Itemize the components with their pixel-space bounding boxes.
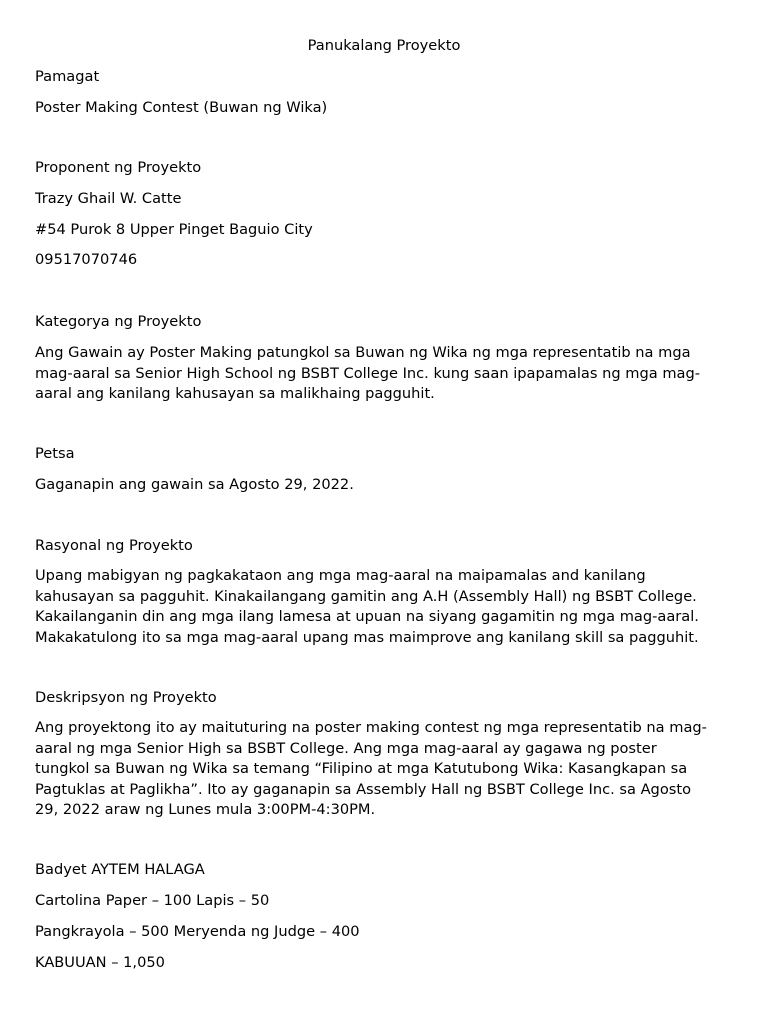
paragraph-line: aaral ang kanilang kahusayan sa malikhaing pagguhit.	[35, 385, 435, 402]
paragraph-line: Upang mabigyan ng pagkakataon ang mga mag-aaral na maipamalas and kanilang	[35, 567, 646, 584]
petsa-value: Gaganapin ang gawain sa Agosto 29, 2022.	[35, 476, 354, 493]
badyet-heading: Badyet AYTEM HALAGA	[35, 861, 205, 878]
paragraph-line: mag-aaral sa Senior High School ng BSBT College Inc. kung saan ipapamalas ng mga mag-	[35, 364, 701, 382]
deskripsyon-heading: Deskripsyon ng Proyekto	[35, 689, 217, 706]
proponent-heading: Proponent ng Proyekto	[35, 159, 202, 176]
deskripsyon-paragraph	[35, 718, 735, 821]
paragraph-line: Pagtuklas at Paglikha”. Ito ay gaganapin sa Assembly Hall ng BSBT College Inc. sa Agosto	[35, 780, 692, 798]
proponent-address: #54 Purok 8 Upper Pinget Baguio City	[35, 221, 313, 238]
paragraph-line: kahusayan sa pagguhit. Kinakailangang gamitin ang A.H (Assembly Hall) ng BSBT College.	[35, 587, 697, 605]
badyet-row-2: Pangkrayola – 500 Meryenda ng Judge – 400	[35, 923, 360, 940]
paragraph-line: tungkol sa Buwan ng Wika sa temang “Filipino at mga Katutubong Wika: Kasangkapan sa	[35, 760, 688, 777]
paragraph-line: 29, 2022 araw ng Lunes mula 3:00PM-4:30PM.	[35, 801, 376, 818]
paragraph-line: Ang proyektong ito ay maituturing na poster making contest ng mga representatib na mag-	[35, 719, 707, 736]
kategorya-heading: Kategorya ng Proyekto	[35, 313, 202, 330]
paragraph-line: Kakailanganin din ang mga ilang lamesa at upuan na siyang gagamitin ng mga mag-aaral.	[35, 608, 699, 625]
badyet-total: KABUUAN – 1,050	[35, 954, 165, 971]
proponent-phone: 09517070746	[35, 251, 138, 268]
paragraph-line: Makakatulong ito sa mga mag-aaral upang mas maimprove ang kanilang skill sa pagguhit.	[35, 628, 699, 646]
pamagat-heading: Pamagat	[35, 68, 100, 85]
paragraph-line: aaral ng mga Senior High sa BSBT College. Ang mga mag-aaral ay gagawa ng poster	[35, 739, 657, 757]
document-title: Panukalang Proyekto	[307, 37, 461, 54]
kategorya-paragraph	[35, 343, 735, 405]
paragraph-line: Ang Gawain ay Poster Making patungkol sa Buwan ng Wika ng mga representatib na mga	[35, 344, 691, 361]
petsa-heading: Petsa	[35, 445, 75, 462]
badyet-row-1: Cartolina Paper – 100 Lapis – 50	[35, 892, 270, 909]
proponent-name: Trazy Ghail W. Catte	[35, 190, 182, 207]
pamagat-value: Poster Making Contest (Buwan ng Wika)	[35, 99, 328, 116]
rasyonal-heading: Rasyonal ng Proyekto	[35, 537, 193, 554]
rasyonal-paragraph	[35, 566, 735, 648]
